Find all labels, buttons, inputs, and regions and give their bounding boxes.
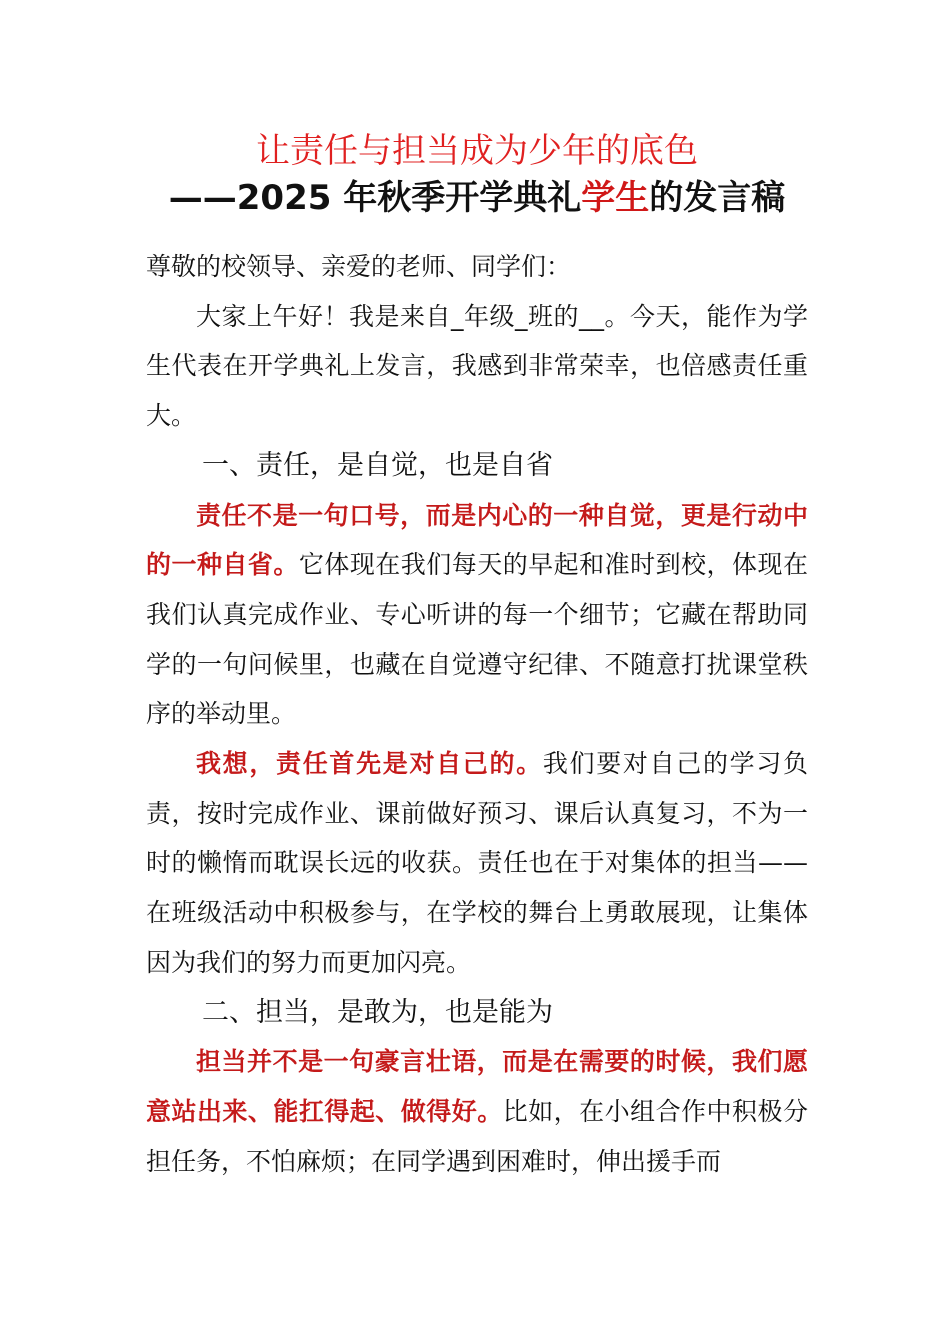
section-heading-commitment: 二、担当，是敢为，也是能为 xyxy=(202,996,553,1028)
paragraph-commitment-intro xyxy=(146,1037,808,1186)
paragraph-text: 比如，在小组合作中积极分担任务，不怕麻烦；在同学遇到困难时，伸出援手而 xyxy=(146,1096,808,1176)
key-sentence: 我想，责任首先是对自己的。 xyxy=(196,749,543,779)
paragraph-text: 它体现在我们每天的早起和准时到校，体现在我们认真完成作业、专心听讲的每一个细节；它藏在帮助同学的一句问候里，也藏在自觉遵守纪律、不随意打扰课堂秩序的举动里。 xyxy=(146,550,808,729)
document-title: 让责任与担当成为少年的底色 xyxy=(256,131,698,171)
document-page xyxy=(146,128,808,1186)
subtitle-highlight: 学生 xyxy=(581,178,650,218)
subtitle-suffix: 的发言稿 xyxy=(649,178,786,218)
section-heading-responsibility: 一、责任，是自觉，也是自省 xyxy=(202,449,553,481)
key-sentence: 责任不是一句口号，而是内心的一种自觉，更是行动中的一种自省。 xyxy=(146,500,808,580)
paragraph-responsibility-self xyxy=(146,739,808,988)
paragraph-greeting: 大家上午好！我是来自_年级_班的__。今天，能作为学生代表在开学典礼上发言，我感到非常荣幸，也倍感责任重大。 xyxy=(146,301,808,431)
document-body xyxy=(146,242,808,1186)
paragraph-responsibility-intro xyxy=(146,491,808,740)
key-sentence: 担当并不是一句豪言壮语，而是在需要的时候，我们愿意站出来、能扛得起、做得好。 xyxy=(146,1047,808,1126)
subtitle-prefix: ——2025 年秋季开学典礼 xyxy=(168,178,582,218)
salutation: 尊敬的校领导、亲爱的老师、同学们： xyxy=(146,252,572,281)
document-subtitle xyxy=(138,174,816,222)
paragraph-text: 我们要对自己的学习负责，按时完成作业、课前做好预习、课后认真复习，不为一时的懒惰而耽误长远的收获。责任也在于对集体的担当——在班级活动中积极参与，在学校的舞台上勇敢展现，让集体因为我们的努力而更加闪亮。 xyxy=(146,749,808,977)
